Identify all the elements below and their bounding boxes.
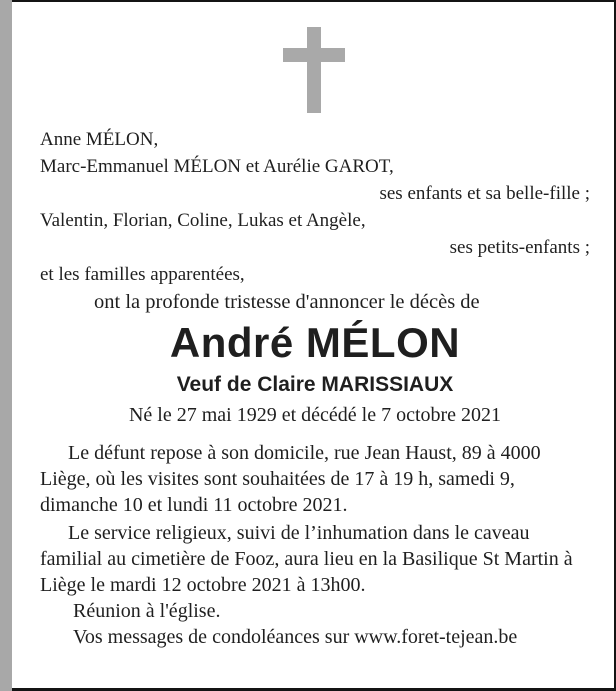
announcement-line: ont la profonde tristesse d'annoncer le décès de: [94, 291, 480, 313]
relationship-line: Veuf de Claire MARISSIAUX: [176, 373, 454, 396]
gathering-line: Réunion à l'église.: [73, 600, 221, 622]
cross-icon: [283, 27, 345, 113]
relation-credit-line: ses enfants et sa belle-fille ;: [379, 183, 590, 204]
life-dates-line: Né le 27 mai 1929 et décédé le 7 octobre 2021: [128, 404, 502, 426]
notice-content: [40, 126, 590, 650]
visitation-paragraph: Le défunt repose à son domicile, rue Jean Haust, 89 à 4000 Liège, où les visites sont souhaitées de 17 à 19 h, samedi 9, dimanche 10 et lundi 11 octobre 2021.: [40, 442, 541, 516]
service-paragraph: Le service religieux, suivi de l’inhumation dans le caveau familial au cimetière de Fooz, aura lieu en la Basilique St Martin à Liège le mardi 12 octobre 2021 à 13h00.: [40, 522, 573, 596]
scan-edge-strip: [0, 0, 12, 691]
cross-vertical-bar: [307, 27, 321, 113]
deceased-name: André MÉLON: [169, 319, 461, 366]
relation-credit-line: ses petits-enfants ;: [449, 237, 590, 258]
cross-horizontal-bar: [283, 48, 345, 62]
family-line: Marc-Emmanuel MÉLON et Aurélie GAROT,: [40, 156, 394, 177]
family-line: et les familles apparentées,: [40, 264, 245, 285]
condolences-website-line: Vos messages de condoléances sur www.foret-tejean.be: [73, 626, 518, 648]
family-line: Valentin, Florian, Coline, Lukas et Angèle,: [40, 210, 366, 231]
family-line: Anne MÉLON,: [40, 129, 159, 150]
